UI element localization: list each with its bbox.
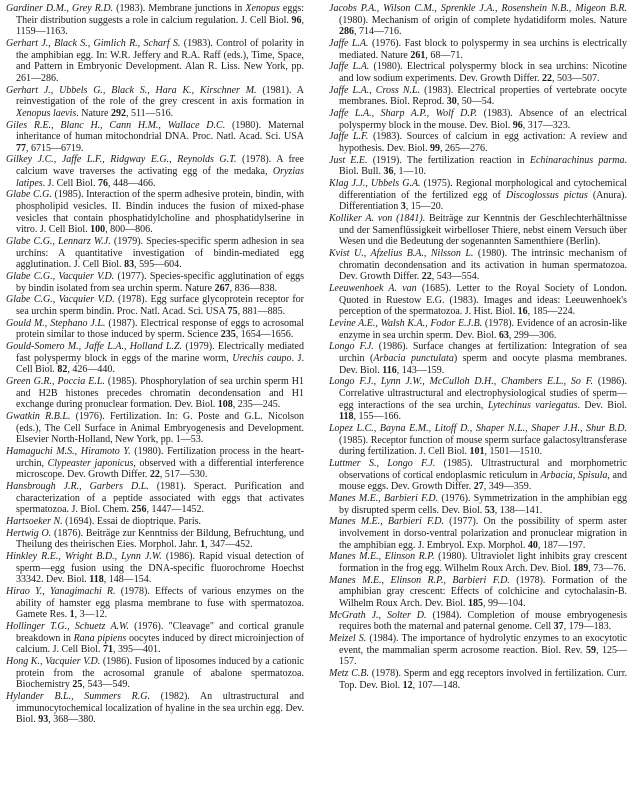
reference-pages: , 143—159. — [396, 364, 445, 376]
reference-volume: 75 — [227, 305, 238, 317]
reference-pages: , 395—401. — [112, 644, 161, 656]
reference-authors: Jacobs P.A., Wilson C.M., Sprenkle J.A., Rosenshein N.B., Migeon B.R. — [329, 3, 627, 14]
reference-pages: , 179—183. — [563, 621, 612, 633]
reference-pages: , 881—885. — [237, 305, 286, 317]
reference-authors: Hansbrough J.R., Garbers D.L. — [6, 480, 149, 492]
reference-pages: , 368—380. — [48, 714, 96, 726]
reference-italic-term: Clypeaster japonicus — [47, 457, 134, 469]
reference-entry — [6, 85, 304, 120]
reference-entry — [6, 189, 304, 235]
reference-column-right — [329, 3, 627, 691]
reference-volume: 118 — [89, 574, 104, 586]
reference-pages: , 185—224. — [527, 306, 576, 318]
reference-entry — [6, 3, 304, 38]
reference-authors: Levine A.E., Walsh K.A., Fodor E.J.B. — [329, 318, 483, 330]
reference-pages: , 800—806. — [105, 224, 153, 236]
reference-authors: Manes M.E., Elinson R.P. — [329, 551, 435, 563]
reference-italic-term: Lytechinus variegatus — [487, 399, 578, 411]
reference-authors: Hinkley R.E., Wright B.D., Lynn J.W. — [6, 551, 162, 563]
reference-text: (1985). Ultrastructural and morphometric observations of cortical endoplasmic reticulum in — [339, 457, 627, 481]
reference-text: (1984). Completion of mouse embryogenesis requires both the maternal and paternal genome. Cell — [339, 609, 627, 633]
reference-volume: 36 — [383, 166, 394, 178]
reference-text: (1983). Membrane junctions in — [113, 3, 246, 14]
reference-pages: , 138—141. — [494, 504, 543, 516]
reference-text: (1980). Ultraviolet light inhibits gray crescent formation in the frog egg. Wilhelm Roux Arch. Dev. Biol. — [339, 551, 627, 574]
reference-authors: Green G.R., Poccia E.L. — [6, 376, 105, 388]
reference-entry — [6, 656, 304, 691]
reference-pages: , 15—20. — [405, 201, 444, 213]
reference-authors: Gerhart J., Black S., Gimlich R., Scharf S. — [6, 37, 181, 49]
reference-pages: , 125—157. — [339, 644, 627, 668]
reference-authors: Glabe C.G., Vacquier V.D. — [6, 294, 115, 306]
reference-text: (1978). Evidence of an acrosin-like enzyme in sea urchin sperm. Dev. Biol. — [339, 318, 627, 341]
reference-pages: , 426—440. — [67, 364, 115, 376]
reference-entry — [6, 120, 304, 155]
reference-italic-term: Xenopus laevis — [16, 107, 77, 119]
reference-text: (1983). Sources of calcium in egg activation: A review and hypothesis. Dev. Biol. — [339, 131, 627, 155]
reference-volume: 76 — [97, 177, 108, 189]
reference-volume: 256 — [131, 504, 147, 516]
reference-volume: 53 — [484, 504, 495, 516]
reference-entry — [6, 551, 304, 586]
reference-text: (1980). Fertilization process in the heart-urchin, — [16, 446, 304, 469]
reference-authors: Manes M.E., Elinson R.P., Barbieri F.D. — [329, 574, 510, 586]
reference-pages: , 836—838. — [229, 282, 278, 294]
reference-italic-term: Arbacia, Spisula — [540, 469, 608, 481]
reference-text: (1985). Interaction of the sperm adhesive protein, bindin, with phospholipid vesicles. II. Bindin induces the fusion of mixed-phase vesicles that contain phosphatidylcholine and phosphatidylserine in vitro. J. Cell Biol. — [16, 189, 304, 236]
reference-volume: 96 — [512, 119, 523, 131]
reference-italic-term: Discoglossus pictus — [505, 189, 588, 201]
reference-text: (1685). Letter to the Royal Society of London. Quoted in Ruestow E.G. (1983). Images and ideas: Leeuwenhoek's perception of the spermatozoa. J. Hist. Biol. — [339, 283, 627, 318]
reference-text: (1694). Essai de dioptrique. Paris. — [62, 515, 201, 527]
reference-authors: Gould-Somero M., Jaffe L.A., Holland L.Z. — [6, 341, 183, 353]
reference-pages: , 517—530. — [159, 469, 208, 481]
reference-text: (1980). Electrical polyspermy block in sea urchins: Nicotine and low sodium experiments. Dev. Growth Differ. — [339, 61, 627, 84]
reference-authors: Jaffe L.A. — [329, 61, 370, 73]
reference-authors: Hamaguchi M.S., Hiramoto Y. — [6, 446, 131, 457]
reference-pages: , 1654—1656. — [235, 329, 294, 341]
reference-entry — [329, 155, 627, 178]
reference-pages: , 317—323. — [522, 119, 571, 131]
reference-volume: 101 — [469, 446, 485, 458]
reference-entry — [329, 318, 627, 341]
reference-text: (1979). Electrically mediated fast polyspermy block in eggs of the marine worm, — [16, 341, 304, 364]
reference-volume: 100 — [90, 224, 106, 236]
reference-text: (1983). Electrical properties of vertebrate oocyte membranes. Biol. Reprod. — [339, 84, 627, 108]
reference-text: (1977). On the possibility of sperm aster involvement in dorso-ventral polarization and pronuclear migration in the amphibian egg. J. Embryol. Exp. Morphol. — [339, 516, 628, 551]
reference-italic-term: Echinarachinus parma — [529, 154, 625, 166]
reference-authors: Jaffe L.A., Sharp A.P., Wolf D.P. — [329, 108, 478, 120]
reference-text: Beiträge zur Kenntnis der Geschlechterhältnisse und der Samenflüssigkeit wirbelloser Thiere, nebst einem Versuch über Wesen und die Bedeutung der sogenannten Samenthiere (Berlin). — [339, 213, 627, 248]
reference-text: (1984). The importance of hydrolytic enzymes to an exocytotic event, the mammalian sperm acrosome reaction. Biol. Rev. — [339, 633, 628, 656]
reference-text: (1982). An ultrastructural and immunocytochemical localization of hyaline in the sea urchin egg. Dev. Biol. — [16, 690, 304, 726]
reference-entry — [329, 668, 627, 691]
reference-authors: Kvist U., Afzelius B.A., Nilsson L. — [329, 248, 474, 260]
reference-text: ) sperm and oocyte plasma membranes. Dev. Biol. — [339, 353, 627, 376]
reference-text: (Anura). Differentiation — [339, 189, 627, 213]
reference-entry — [329, 376, 627, 422]
reference-entry — [329, 551, 627, 574]
reference-entry — [6, 481, 304, 516]
reference-text: (1986). Rapid visual detection of sperm—egg fusion using the DNA-specific fluorochrome Hoechst 33342. Dev. Biol. — [16, 551, 304, 586]
reference-authors: Glabe C.G., Lennarz W.J. — [6, 236, 111, 247]
reference-authors: Just E.E. — [329, 154, 368, 166]
reference-authors: Gardiner D.M., Grey R.D. — [6, 3, 114, 14]
reference-text: (1876). Beiträge zur Kenntniss der Bildung, Befruchtung, und Theilung des theirischen Eies. Morphol. Jahr. — [16, 527, 305, 551]
reference-authors: Longo F.J. — [329, 341, 374, 353]
reference-entry — [6, 691, 304, 726]
reference-text: . J. Cell Biol. — [42, 177, 98, 189]
reference-volume: 286 — [339, 26, 354, 38]
reference-volume: 267 — [214, 282, 230, 294]
reference-pages: , 299—306. — [508, 329, 557, 341]
reference-text: (1985). Receptor function of mouse sperm surface galactosyltransferase during fertilization. J. Cell Biol. — [339, 434, 627, 458]
reference-pages: , 1159—1163. — [16, 14, 304, 38]
reference-authors: Metz C.B. — [329, 667, 369, 679]
reference-pages: , 349—359. — [483, 481, 532, 493]
reference-volume: 25 — [72, 679, 83, 691]
reference-authors: Jaffe L.F. — [329, 131, 369, 143]
reference-entry — [6, 446, 304, 481]
reference-entry — [6, 38, 304, 84]
reference-volume: 59 — [585, 644, 596, 656]
reference-entry — [329, 283, 627, 318]
reference-text: (1985). Phosphorylation of sea urchin sperm H1 and H2B histones precedes chromatin decondensation and H1 exchange during pronuclear formation. Dev. Biol. — [16, 376, 304, 411]
reference-pages: , 99—104. — [482, 597, 526, 609]
reference-text: (1983). Absence of an electrical polyspermy block in the mouse. Dev. Biol. — [339, 108, 627, 131]
reference-authors: Hong K., Vacquier V.D. — [6, 656, 101, 667]
reference-entry — [329, 178, 627, 213]
reference-text: (1975). Regional morphological and cytochemical differentiation of the fertilized egg of — [339, 178, 627, 201]
reference-text: (1986). Correlative ultrastructural and electrophysiological studies of sperm—egg interactions of the sea urchin, — [339, 376, 627, 411]
reference-volume: 82 — [57, 364, 68, 376]
reference-text: (1987). Electrical response of eggs to acrosomal protein similar to those induced by sperm. Science — [16, 317, 304, 341]
reference-authors: Lopez L.C., Bayna E.M., Litoff D., Shaper N.L., Shaper J.H., Shur B.D. — [329, 423, 627, 434]
reference-text: (1976). Fertilization. In: G. Poste and G.L. Nicolson (eds.), The Cell Surface in Animal Embryogenesis and Development. Elsevier North-Holland, New York, pp. 1—53. — [16, 411, 304, 446]
reference-volume: 1 — [200, 539, 206, 551]
reference-volume: 185 — [467, 597, 483, 609]
reference-volume: 27 — [473, 481, 484, 493]
reference-pages: , 595—604. — [134, 259, 182, 271]
reference-pages: , 265—276. — [440, 143, 488, 155]
reference-pages: , 68—71. — [425, 49, 463, 61]
reference-authors: Gould M., Stephano J.L. — [6, 317, 106, 329]
reference-entry — [6, 586, 304, 621]
reference-entry — [6, 516, 304, 528]
reference-authors: Meizel S. — [329, 633, 367, 644]
reference-pages: , 1—10. — [393, 166, 426, 178]
reference-entry — [329, 38, 627, 61]
reference-text: (1986). Surface changes at fertilization: Integration of sea urchin ( — [339, 341, 627, 365]
reference-entry — [329, 85, 627, 108]
reference-entry — [6, 528, 304, 551]
reference-authors: Hartsoeker N. — [6, 515, 63, 527]
reference-entry — [329, 61, 627, 84]
reference-authors: Gilkey J.C., Jaffe L.F., Ridgway E.G., Reynolds G.T. — [6, 154, 237, 166]
reference-entry — [329, 575, 627, 610]
reference-pages: , 148—154. — [103, 574, 152, 586]
reference-pages: , 6715—6719. — [26, 142, 84, 154]
reference-entry — [6, 236, 304, 271]
reference-authors: McGrath J., Solter D. — [329, 609, 427, 621]
reference-entry — [329, 108, 627, 131]
reference-text: (1976). "Cleavage" and cortical granule breakdown in — [16, 621, 304, 644]
reference-text: (1978). Effects of various enzymes on the ability of hamster egg plasma membrane to fuse with spermatozoa. Gamete Res. — [16, 586, 304, 621]
reference-authors: Jaffe L.A. — [329, 37, 369, 49]
reference-text: . J. Cell Biol. — [16, 352, 304, 376]
reference-pages: , 73—76. — [588, 562, 626, 574]
reference-text: . Nature — [76, 107, 111, 119]
reference-volume: 30 — [446, 96, 457, 108]
reference-text: (1979). Species-specific sperm adhesion in sea urchins: A quantitative investigation of bindin-mediated egg agglutination. J. Cell Biol. — [16, 236, 305, 271]
reference-volume: 235 — [220, 329, 236, 341]
reference-text: (1980). Maternal inheritance of human mitochondrial DNA. Proc. Natl. Acad. Sci. USA — [16, 119, 304, 143]
reference-text: eggs: Their distribution suggests a role in calcium regulation. J. Cell Biol. — [16, 3, 305, 26]
reference-text: (1976). Symmetrization in the amphibian egg by disrupted sperm cells. Dev. Biol. — [339, 492, 627, 516]
reference-pages: , 1447—1452. — [146, 504, 205, 516]
reference-authors: Glabe C.G. — [6, 189, 52, 201]
reference-volume: 22 — [421, 271, 432, 283]
reference-authors: Longo F.J., Lynn J.W., McCulloh D.H., Chambers E.L., So F. — [329, 376, 594, 388]
reference-pages: , 235—245. — [232, 399, 281, 411]
reference-entry — [6, 294, 304, 317]
reference-italic-term: Rana pipiens — [73, 632, 127, 644]
reference-authors: Glabe C.G., Vacquier V.D. — [6, 270, 115, 282]
reference-text: oocytes induced by direct microinjection of calcium. J. Cell Biol. — [16, 632, 304, 656]
reference-authors: Hirao Y., Yanagimachi R. — [6, 586, 116, 598]
reference-text: (1978). Sperm and egg receptors involved in fertilization. Curr. Top. Dev. Biol. — [339, 667, 627, 691]
reference-volume: 93 — [38, 714, 49, 726]
reference-italic-term: Xenopus — [245, 3, 280, 14]
reference-pages: , 448—466. — [107, 177, 156, 189]
reference-volume: 189 — [573, 562, 589, 574]
reference-pages: , 511—516. — [125, 107, 174, 119]
reference-volume: 83 — [124, 259, 135, 271]
reference-entry — [329, 423, 627, 458]
reference-pages: , 107—148. — [412, 679, 461, 691]
reference-volume: 71 — [102, 644, 113, 656]
reference-text: (1978). Formation of the amphibian gray crescent: Effects of colchicine and cytochalasin-B. Wilhelm Roux Arch. Dev. Biol. — [339, 574, 627, 609]
reference-authors: Giles R.E., Blanc H., Cann H.M., Wallace D.C. — [6, 119, 226, 131]
reference-text: (1919). The fertilization reaction in — [367, 154, 530, 166]
reference-volume: 96 — [291, 14, 302, 26]
reference-text: (1978). Egg surface glycoprotein receptor for sea urchin sperm bindin. Proc. Natl. Acad. Sci. USA — [16, 294, 305, 317]
reference-entry — [329, 516, 627, 551]
reference-entry — [6, 271, 304, 294]
reference-entry — [6, 376, 304, 411]
reference-pages: , 543—554. — [431, 271, 480, 283]
reference-authors: Hylander B.L., Summers R.G. — [6, 690, 150, 702]
reference-pages: , 187—197. — [537, 539, 586, 551]
reference-pages: , 155—166. — [353, 411, 401, 423]
reference-authors: Manes M.E., Barbieri F.D. — [329, 516, 444, 528]
reference-italic-term: Oryzias latipes — [16, 166, 304, 189]
reference-authors: Leeuwenhoek A. van — [329, 283, 417, 295]
reference-authors: Hollinger T.G., Schuetz A.W. — [6, 621, 129, 633]
reference-entry — [329, 458, 627, 493]
reference-volume: 3 — [400, 201, 406, 213]
reference-volume: 108 — [217, 399, 233, 411]
reference-pages: , 714—716. — [354, 26, 402, 38]
reference-entry — [329, 341, 627, 376]
reference-authors: Klag J.J., Ubbels G.A. — [329, 178, 421, 190]
reference-text: (1981). A reinvestigation of the role of the grey crescent in axis formation in — [16, 84, 304, 108]
reference-entry — [329, 248, 627, 283]
reference-volume: 22 — [149, 469, 160, 481]
reference-volume: 77 — [16, 142, 26, 154]
reference-pages: , 3—12. — [74, 609, 108, 621]
reference-entry — [6, 318, 304, 341]
reference-authors: Gerhart J., Ubbels G., Black S., Hara K., Kirschner M. — [6, 84, 257, 96]
reference-volume: 63 — [498, 329, 509, 341]
reference-authors: Hertwig O. — [6, 527, 52, 539]
reference-text: (1981). Speract. Purification and characterization of a peptide associated with eggs that activates spermatozoa. J. Biol. Chem. — [16, 480, 304, 516]
reference-volume: 37 — [553, 621, 564, 633]
reference-entry — [329, 610, 627, 633]
reference-text: , and mouse eggs. Dev. Growth Differ. — [339, 469, 627, 493]
reference-volume: 40 — [527, 539, 538, 551]
reference-volume: 22 — [542, 72, 553, 84]
reference-pages: , 543—549. — [82, 679, 130, 691]
reference-pages: , 50—54. — [456, 96, 495, 108]
reference-text: , observed with a differential interference microscope. Dev. Growth Differ. — [16, 457, 304, 481]
reference-column-left — [6, 3, 304, 726]
reference-text: (1980). Mechanism of origin of complete hydatidiform moles. Nature — [339, 14, 627, 26]
reference-pages: , 1501—1510. — [484, 446, 543, 458]
reference-text: (1976). Fast block to polyspermy in sea urchins is electrically mediated. Nature — [339, 37, 627, 61]
reference-entry — [6, 621, 304, 656]
reference-volume: 116 — [382, 364, 397, 376]
reference-entry — [6, 411, 304, 446]
reference-entry — [6, 341, 304, 376]
reference-authors: Jaffe L.A., Cross N.L. — [329, 84, 421, 96]
reference-text: (1980). The intrinsic mechanism of chromatin decondensation and its activation in human spermatozoa. Dev. Growth Differ. — [339, 248, 627, 283]
reference-text: (1986). Fusion of liposomes induced by a cationic protein from the acrosomal granule of abalone spermatozoa. Biochemistry — [16, 656, 304, 691]
reference-text: . Biol. Bull. — [339, 154, 627, 178]
reference-entry — [329, 213, 627, 248]
reference-entry — [329, 633, 627, 668]
reference-text: (1977). Species-specific agglutination of eggs by bindin isolated from sea urchin sperm. Nature — [16, 270, 305, 294]
reference-text: . Dev. Biol. — [577, 399, 627, 411]
reference-authors: Luttmer S., Longo F.J. — [329, 457, 436, 469]
reference-text: (1983). Control of polarity in the amphibian egg. In: W.R. Jeffery and R.A. Raff (eds.), Time, Space, and Pattern in Embryonic Development. Alan R. Liss. New York, pp. 261—286. — [16, 37, 304, 84]
reference-volume: 12 — [402, 679, 413, 691]
reference-entry — [329, 493, 627, 516]
reference-authors: Kolliker A. von (1841). — [329, 213, 426, 225]
reference-entry — [329, 3, 627, 38]
reference-volume: 1 — [69, 609, 75, 621]
reference-volume: 292 — [110, 107, 126, 119]
reference-volume: 118 — [339, 411, 354, 423]
reference-volume: 261 — [410, 49, 426, 61]
reference-italic-term: Arbacia punctulata — [373, 353, 454, 365]
reference-pages: , 503—507. — [552, 72, 600, 84]
reference-entry — [6, 154, 304, 189]
reference-pages: , 347—452. — [205, 539, 253, 551]
reference-authors: Manes M.E., Barbieri F.D. — [329, 492, 439, 504]
reference-authors: Gwatkin R.B.L. — [6, 411, 71, 423]
reference-text: (1978). A free calcium wave traverses the activating egg of the medaka, — [16, 154, 304, 178]
reference-volume: 99 — [430, 143, 441, 155]
reference-volume: 16 — [517, 306, 528, 318]
reference-italic-term: Urechis caupo — [232, 352, 292, 364]
reference-entry — [329, 131, 627, 154]
